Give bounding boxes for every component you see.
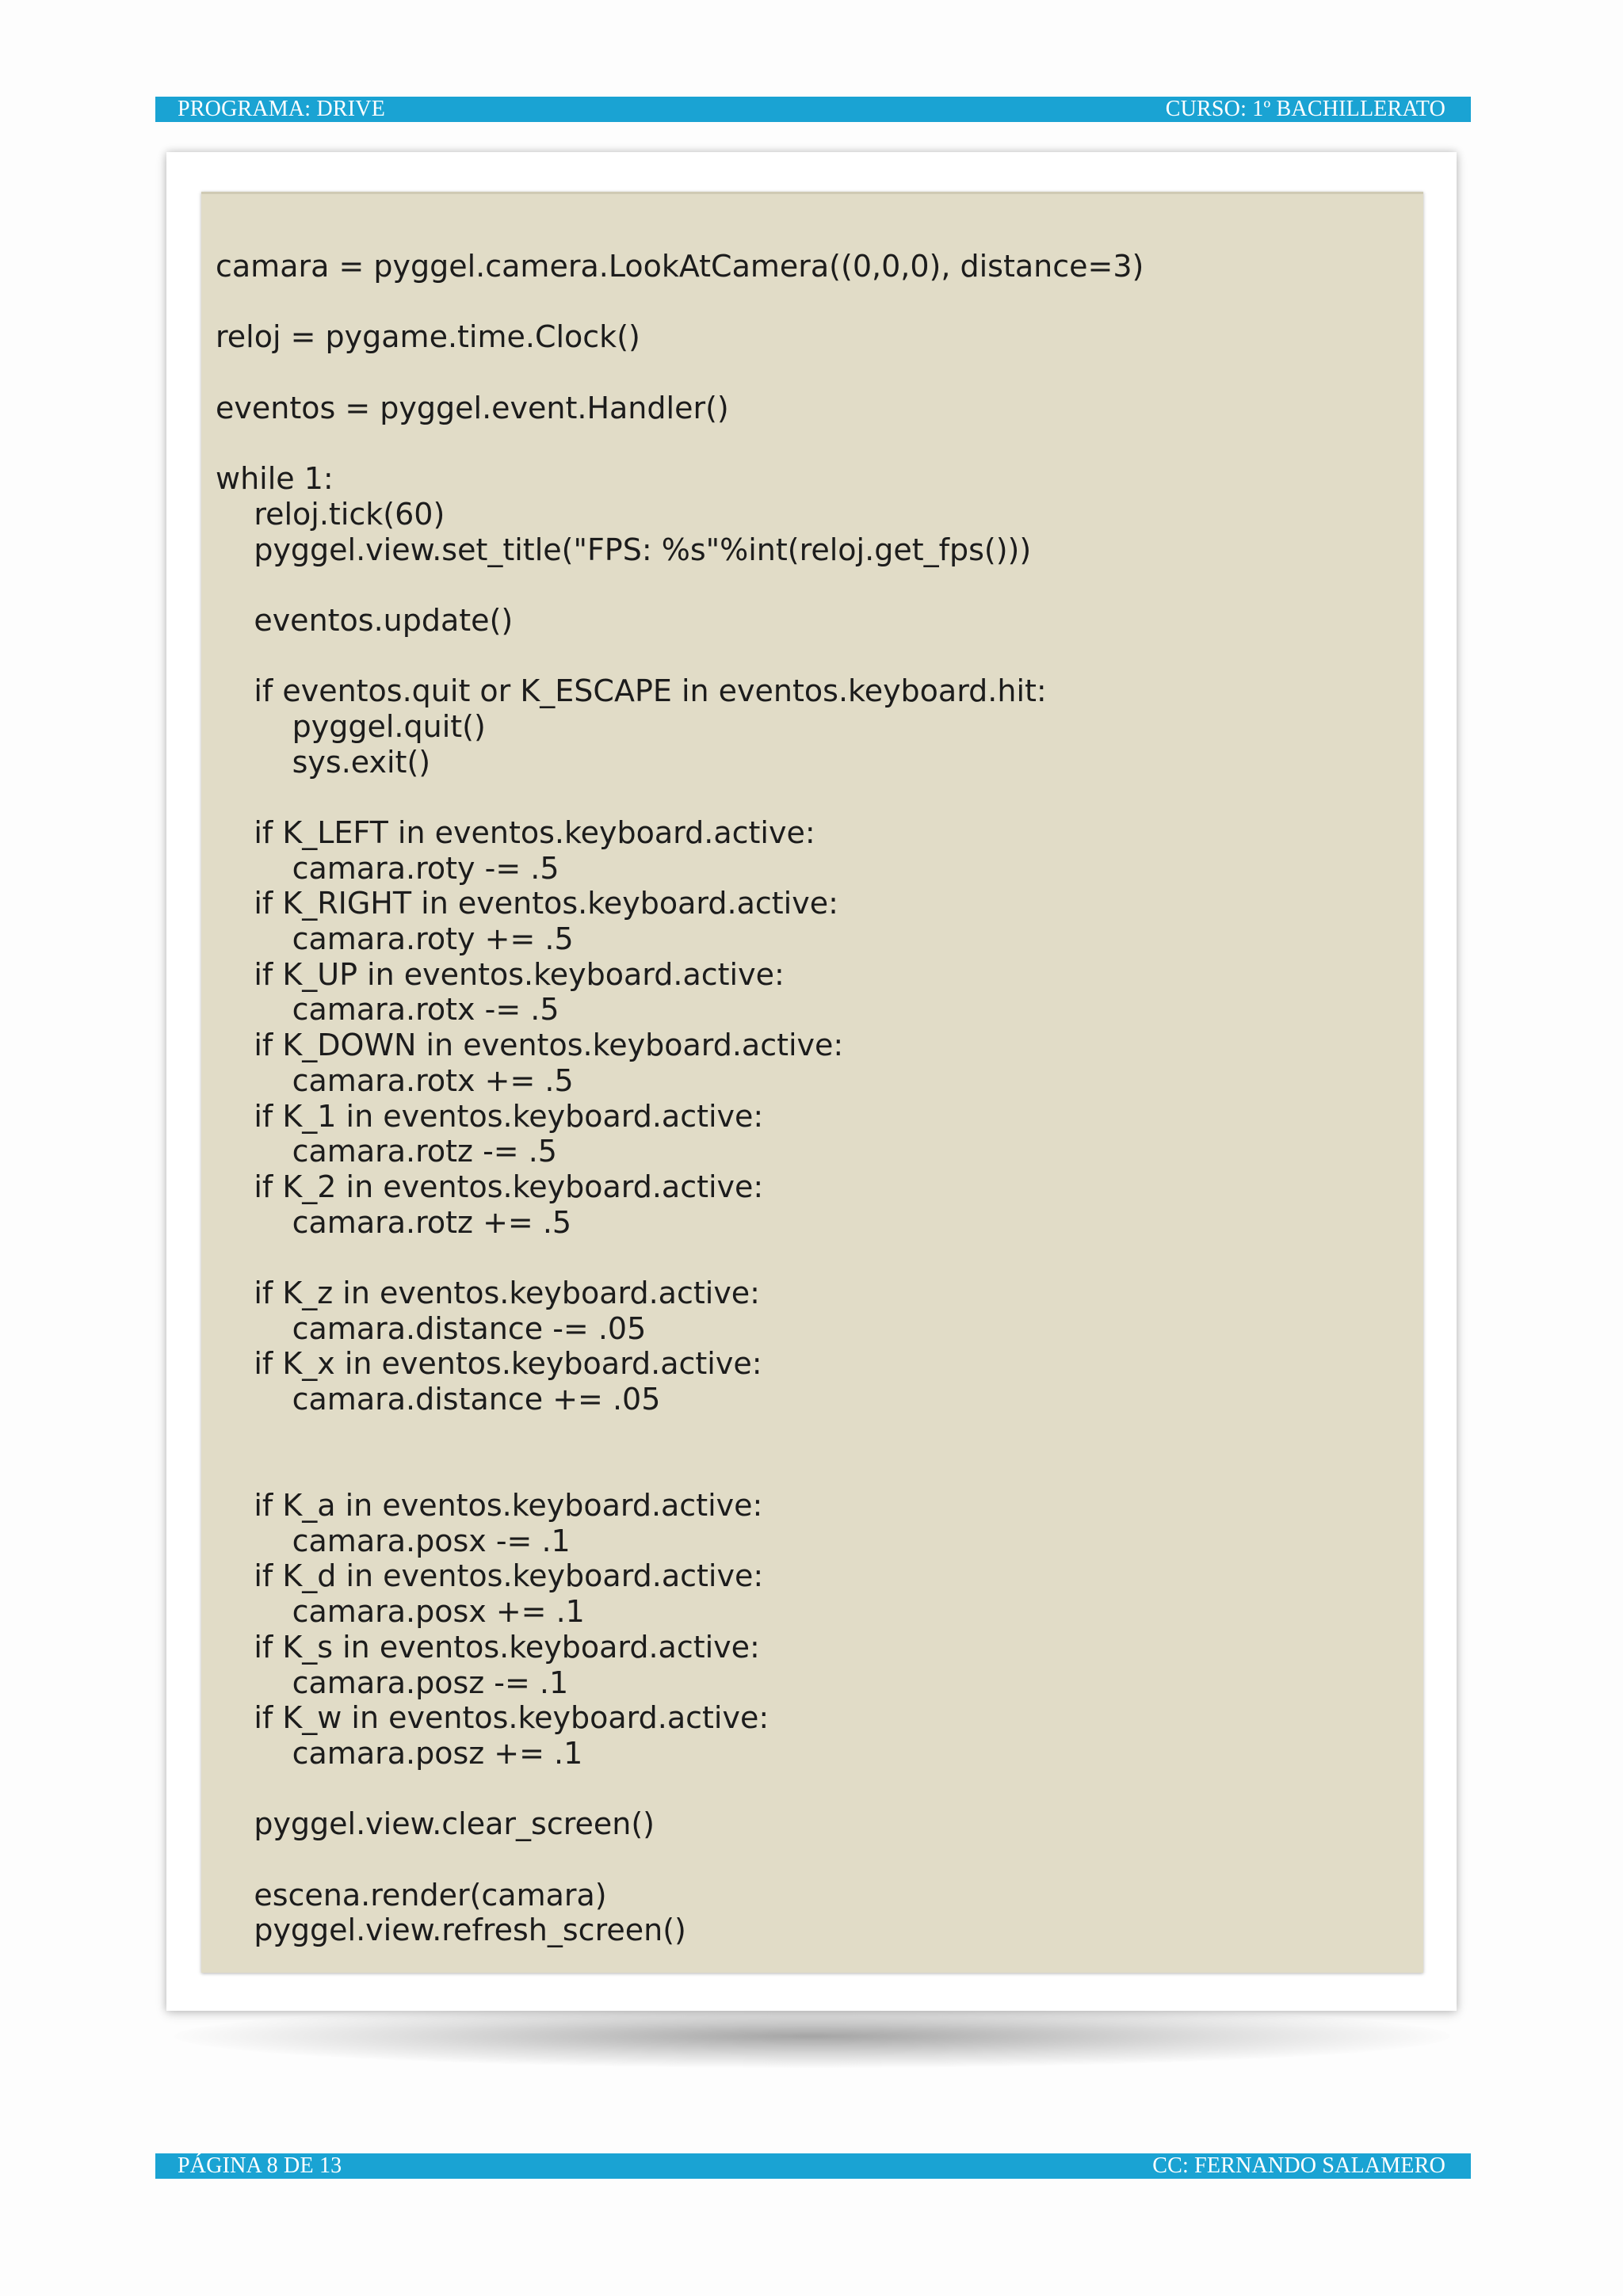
code-line: camara.rotx -= .5 [216,992,559,1028]
code-line: camara.roty -= .5 [216,850,559,886]
code-line [216,567,1144,603]
sheet-shadow [174,2004,1450,2068]
code-line: if K_1 in eventos.keyboard.active: [216,1098,764,1134]
code-line: pyggel.quit() [216,708,486,744]
code-line: pyggel.view.set_title("FPS: %s"%int(reloj.get_fps())) [216,532,1032,567]
code-line: camara.rotz += .5 [216,1204,572,1240]
code-line [216,425,1144,461]
credit-label: CC: FERNANDO SALAMERO [1152,2153,1445,2178]
code-line: if K_w in eventos.keyboard.active: [216,1700,769,1736]
code-line: camara.distance -= .05 [216,1310,647,1346]
code-line [216,780,1144,815]
code-line: camara.posx -= .1 [216,1523,571,1558]
code-line: camara.roty += .5 [216,921,574,957]
code-line: reloj.tick(60) [216,496,445,532]
code-line: camara = pyggel.camera.LookAtCamera((0,0,0), distance=3) [216,249,1144,284]
code-line: camara.posz -= .1 [216,1665,569,1700]
code-line: escena.render(camara) [216,1877,607,1913]
code-block [201,192,1423,1973]
code-line: eventos = pyggel.event.Handler() [216,390,729,425]
code-sheet [166,152,1457,2011]
code-line [216,639,1144,674]
header-band [155,97,1471,122]
code-line: reloj = pygame.time.Clock() [216,319,640,355]
code-lines [216,249,1144,1948]
code-line: camara.rotz -= .5 [216,1134,557,1169]
code-line [216,1842,1144,1878]
code-line: camara.posx += .1 [216,1594,585,1630]
program-label: PROGRAMA: DRIVE [178,97,386,121]
code-line [216,1417,1144,1453]
code-line: if K_LEFT in eventos.keyboard.active: [216,815,815,850]
code-line: if K_z in eventos.keyboard.active: [216,1275,760,1310]
code-line: camara.posz += .1 [216,1735,583,1771]
code-line: if K_2 in eventos.keyboard.active: [216,1169,764,1204]
code-line: pyggel.view.refresh_screen() [216,1913,686,1948]
code-line: camara.distance += .05 [216,1382,661,1417]
code-line [216,284,1144,320]
code-line: if K_UP in eventos.keyboard.active: [216,956,785,992]
code-line: if eventos.quit or K_ESCAPE in eventos.keyboard.hit: [216,673,1047,709]
code-line [216,1452,1144,1488]
page-number: PÁGINA 8 DE 13 [178,2153,342,2178]
code-line: camara.rotx += .5 [216,1062,574,1098]
footer-band [155,2153,1471,2179]
code-line [216,1240,1144,1276]
code-line: if K_a in eventos.keyboard.active: [216,1488,763,1524]
code-line: sys.exit() [216,744,431,780]
course-label: CURSO: 1º BACHILLERATO [1165,97,1445,121]
code-line: pyggel.view.clear_screen() [216,1806,655,1842]
code-line: eventos.update() [216,602,514,638]
code-line: while 1: [216,461,334,497]
code-line: if K_s in eventos.keyboard.active: [216,1629,760,1665]
code-line: if K_x in eventos.keyboard.active: [216,1346,762,1382]
code-line: if K_DOWN in eventos.keyboard.active: [216,1028,844,1063]
code-line [216,1772,1144,1807]
code-line [216,355,1144,391]
code-line: if K_RIGHT in eventos.keyboard.active: [216,886,838,921]
code-line: if K_d in eventos.keyboard.active: [216,1558,764,1594]
